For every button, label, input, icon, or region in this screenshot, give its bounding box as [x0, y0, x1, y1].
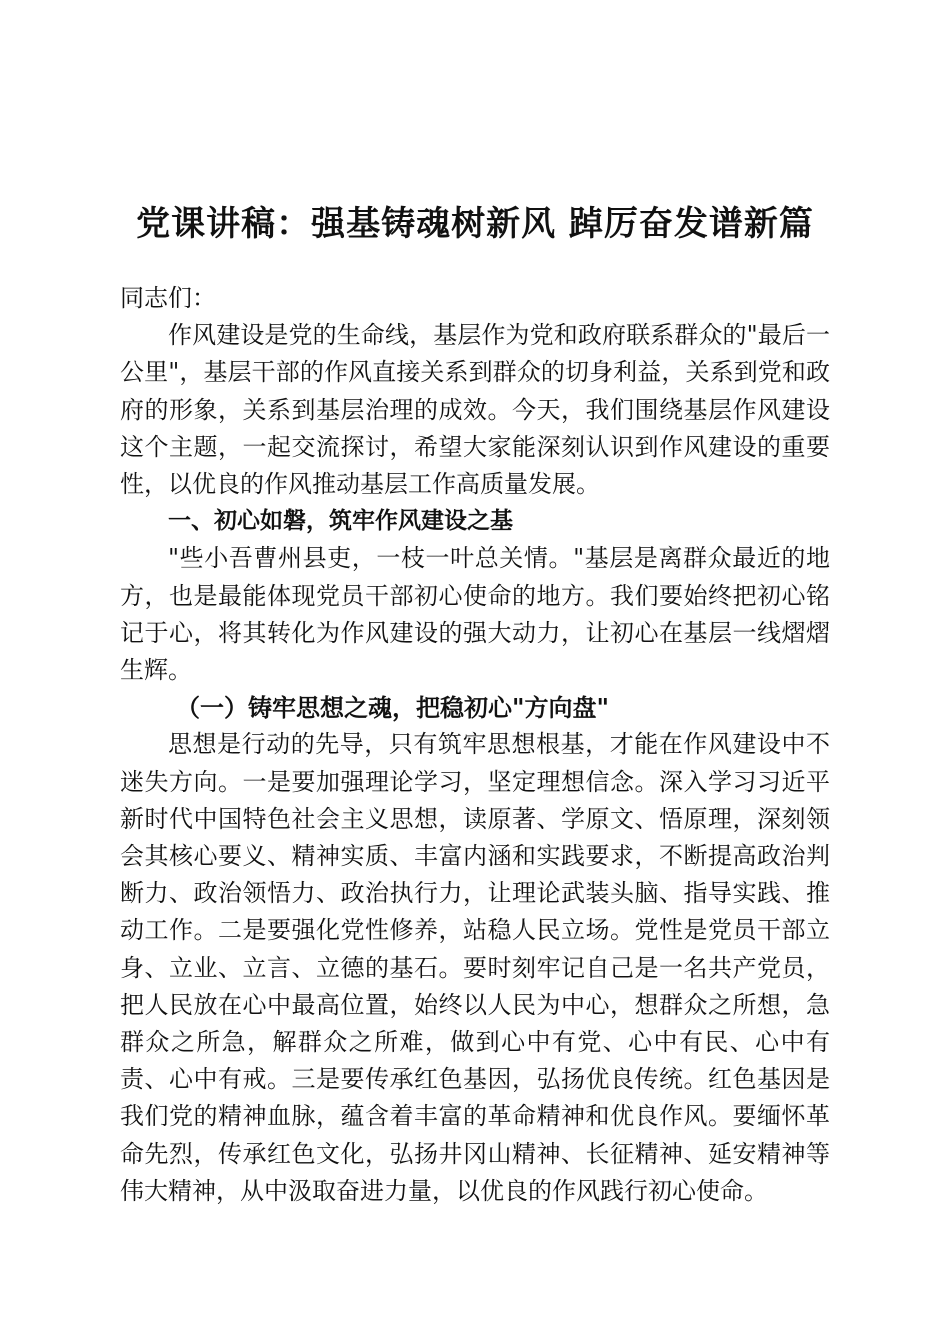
document-body: [120, 280, 830, 1210]
subsection-paragraph: 思想是行动的先导，只有筑牢思想根基，才能在作风建设中不迷失方向。一是要加强理论学习，坚定理想信念。深入学习习近平新时代中国特色社会主义思想，读原著、学原文、悟原理，深刻领会其核心要义、精神实质、丰富内涵和实践要求，不断提高政治判断力、政治领悟力、政治执行力，让理论武装头脑、指导实践、推动工作。二是要强化党性修养，站稳人民立场。党性是党员干部立身、立业、立言、立德的基石。要时刻牢记自己是一名共产党员，把人民放在心中最高位置，始终以人民为中心，想群众之所想，急群众之所急，解群众之所难，做到心中有党、心中有民、心中有责、心中有戒。三是要传承红色基因，弘扬优良传统。红色基因是我们党的精神血脉，蕴含着丰富的革命精神和优良作风。要缅怀革命先烈，传承红色文化，弘扬井冈山精神、长征精神、延安精神等伟大精神，从中汲取奋进力量，以优良的作风践行初心使命。: [120, 730, 830, 1205]
section-heading: 一、初心如磐，筑牢作风建设之基: [168, 508, 513, 535]
greeting: 同志们：: [120, 284, 216, 312]
section-paragraph: "些小吾曹州县吏，一枝一叶总关情。"基层是离群众最近的地方，也是最能体现党员干部初心使命的地方。我们要始终把初心铭记于心，将其转化为作风建设的强大动力，让初心在基层一线熠熠生辉。: [120, 544, 830, 685]
intro-paragraph: 作风建设是党的生命线，基层作为党和政府联系群众的"最后一公里"，基层干部的作风直接关系到群众的切身利益，关系到党和政府的形象，关系到基层治理的成效。今天，我们围绕基层作风建设这个主题，一起交流探讨，希望大家能深刻认识到作风建设的重要性，以优良的作风推动基层工作高质量发展。: [120, 321, 830, 499]
document-title: 党课讲稿：强基铸魂树新风 踔厉奋发谱新篇: [136, 204, 814, 244]
subsection-heading: （一）铸牢思想之魂，把稳初心"方向盘": [176, 693, 610, 723]
